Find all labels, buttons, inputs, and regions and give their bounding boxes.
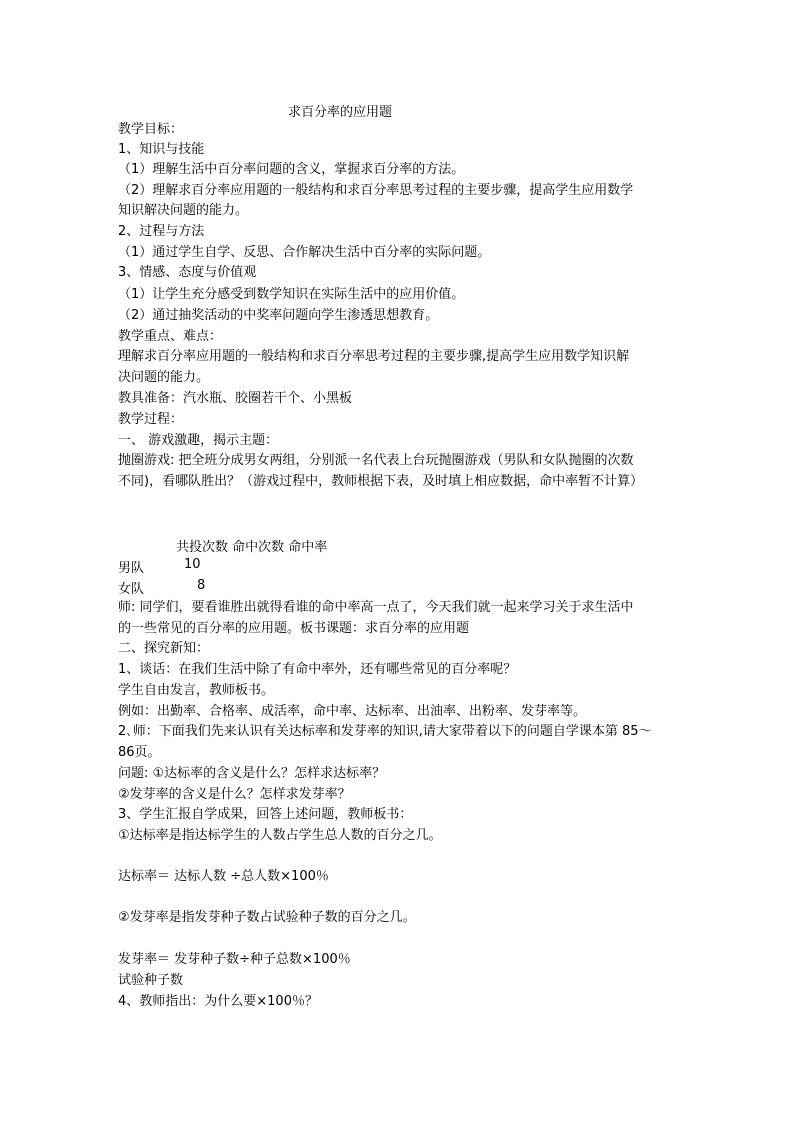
text-line: 试验种子数: [118, 973, 184, 988]
table-cell: 8: [197, 578, 206, 593]
table-row-label: 男队: [118, 561, 145, 576]
text-line: 教学重点、难点：: [118, 329, 223, 344]
text-line: 教具准备：汽水瓶、胶圈若干个、小黑板: [118, 391, 353, 406]
text-line: （2）理解求百分率应用题的一般结构和求百分率思考过程的主要步骤，提高学生应用数学: [118, 183, 634, 198]
text-line: 1、知识与技能: [118, 142, 205, 157]
text-line: ②发芽率是指发芽种子数占试验种子数的百分之几。: [118, 910, 416, 925]
text-line: 抛圈游戏: 把全班分成男女两组，分别派一名代表上台玩抛圈游戏（男队和女队抛圈的次数: [118, 453, 634, 468]
text-line: 不同)，看哪队胜出？（游戏过程中，教师根据下表，及时填上相应数据，命中率暂不计算）: [118, 474, 644, 489]
text-line: 知识解决问题的能力。: [118, 203, 249, 218]
text-line: （2）通过抽奖活动的中奖率问题向学生渗透思想教育。: [118, 308, 439, 323]
text-line: 1、谈话：在我们生活中除了有命中率外，还有哪些常见的百分率呢？: [118, 662, 517, 677]
document-title: 求百分率的应用题: [288, 105, 393, 120]
text-line: 理解求百分率应用题的一般结构和求百分率思考过程的主要步骤,提高学生应用数学知识解: [118, 349, 630, 364]
text-line: 决问题的能力。: [118, 370, 210, 385]
formula-line: 发芽率＝ 发芽种子数÷种子总数×100％: [118, 952, 351, 967]
text-line: 例如：出勤率、合格率、成活率，命中率、达标率、出油率、出粉率、发芽率等。: [118, 704, 587, 719]
table-header: 共投次数 命中次数 命中率: [176, 540, 328, 555]
text-line: 学生自由发言，教师板书。: [118, 683, 275, 698]
text-line: （1）通过学生自学、反思、合作解决生活中百分率的实际问题。: [118, 245, 491, 260]
text-line: 二、探究新知：: [118, 641, 210, 656]
text-line: ①达标率是指达标学生的人数占学生总人数的百分之几。: [118, 828, 442, 843]
text-line: 一、 游戏激趣，揭示主题：: [118, 433, 279, 448]
text-line: 2､师：下面我们先来认识有关达标率和发芽率的知识,请大家带着以下的问题自学课本第 85～: [118, 724, 652, 739]
formula-line: 达标率＝ 达标人数 ÷总人数×100％: [118, 869, 329, 884]
text-line: （1）理解生活中百分率问题的含义，掌握求百分率的方法。: [118, 162, 465, 177]
text-line: 3、情感、态度与价值观: [118, 265, 257, 280]
text-line: 的一些常见的百分率的应用题。板书课题：求百分率的应用题: [118, 621, 470, 636]
table-row-label: 女队: [118, 582, 145, 597]
text-line: 教学过程：: [118, 412, 184, 427]
text-line: 4、教师指出：为什么要×100％？: [118, 994, 318, 1009]
text-line: 2、过程与方法: [118, 224, 205, 239]
text-line: 教学目标：: [118, 122, 184, 137]
text-line: 问题: ①达标率的含义是什么？怎样求达标率？: [118, 766, 386, 781]
text-line: 3、学生汇报自学成果，回答上述问题，教师板书：: [118, 807, 413, 822]
table-cell: 10: [184, 557, 201, 572]
text-line: 86页。: [118, 745, 161, 760]
text-line: ②发芽率的含义是什么？怎样求发芽率？: [118, 787, 351, 802]
text-line: （1）让学生充分感受到数学知识在实际生活中的应用价值。: [118, 287, 465, 302]
text-line: 师: 同学们，要看谁胜出就得看谁的命中率高一点了，今天我们就一起来学习关于求生活中: [118, 600, 634, 615]
